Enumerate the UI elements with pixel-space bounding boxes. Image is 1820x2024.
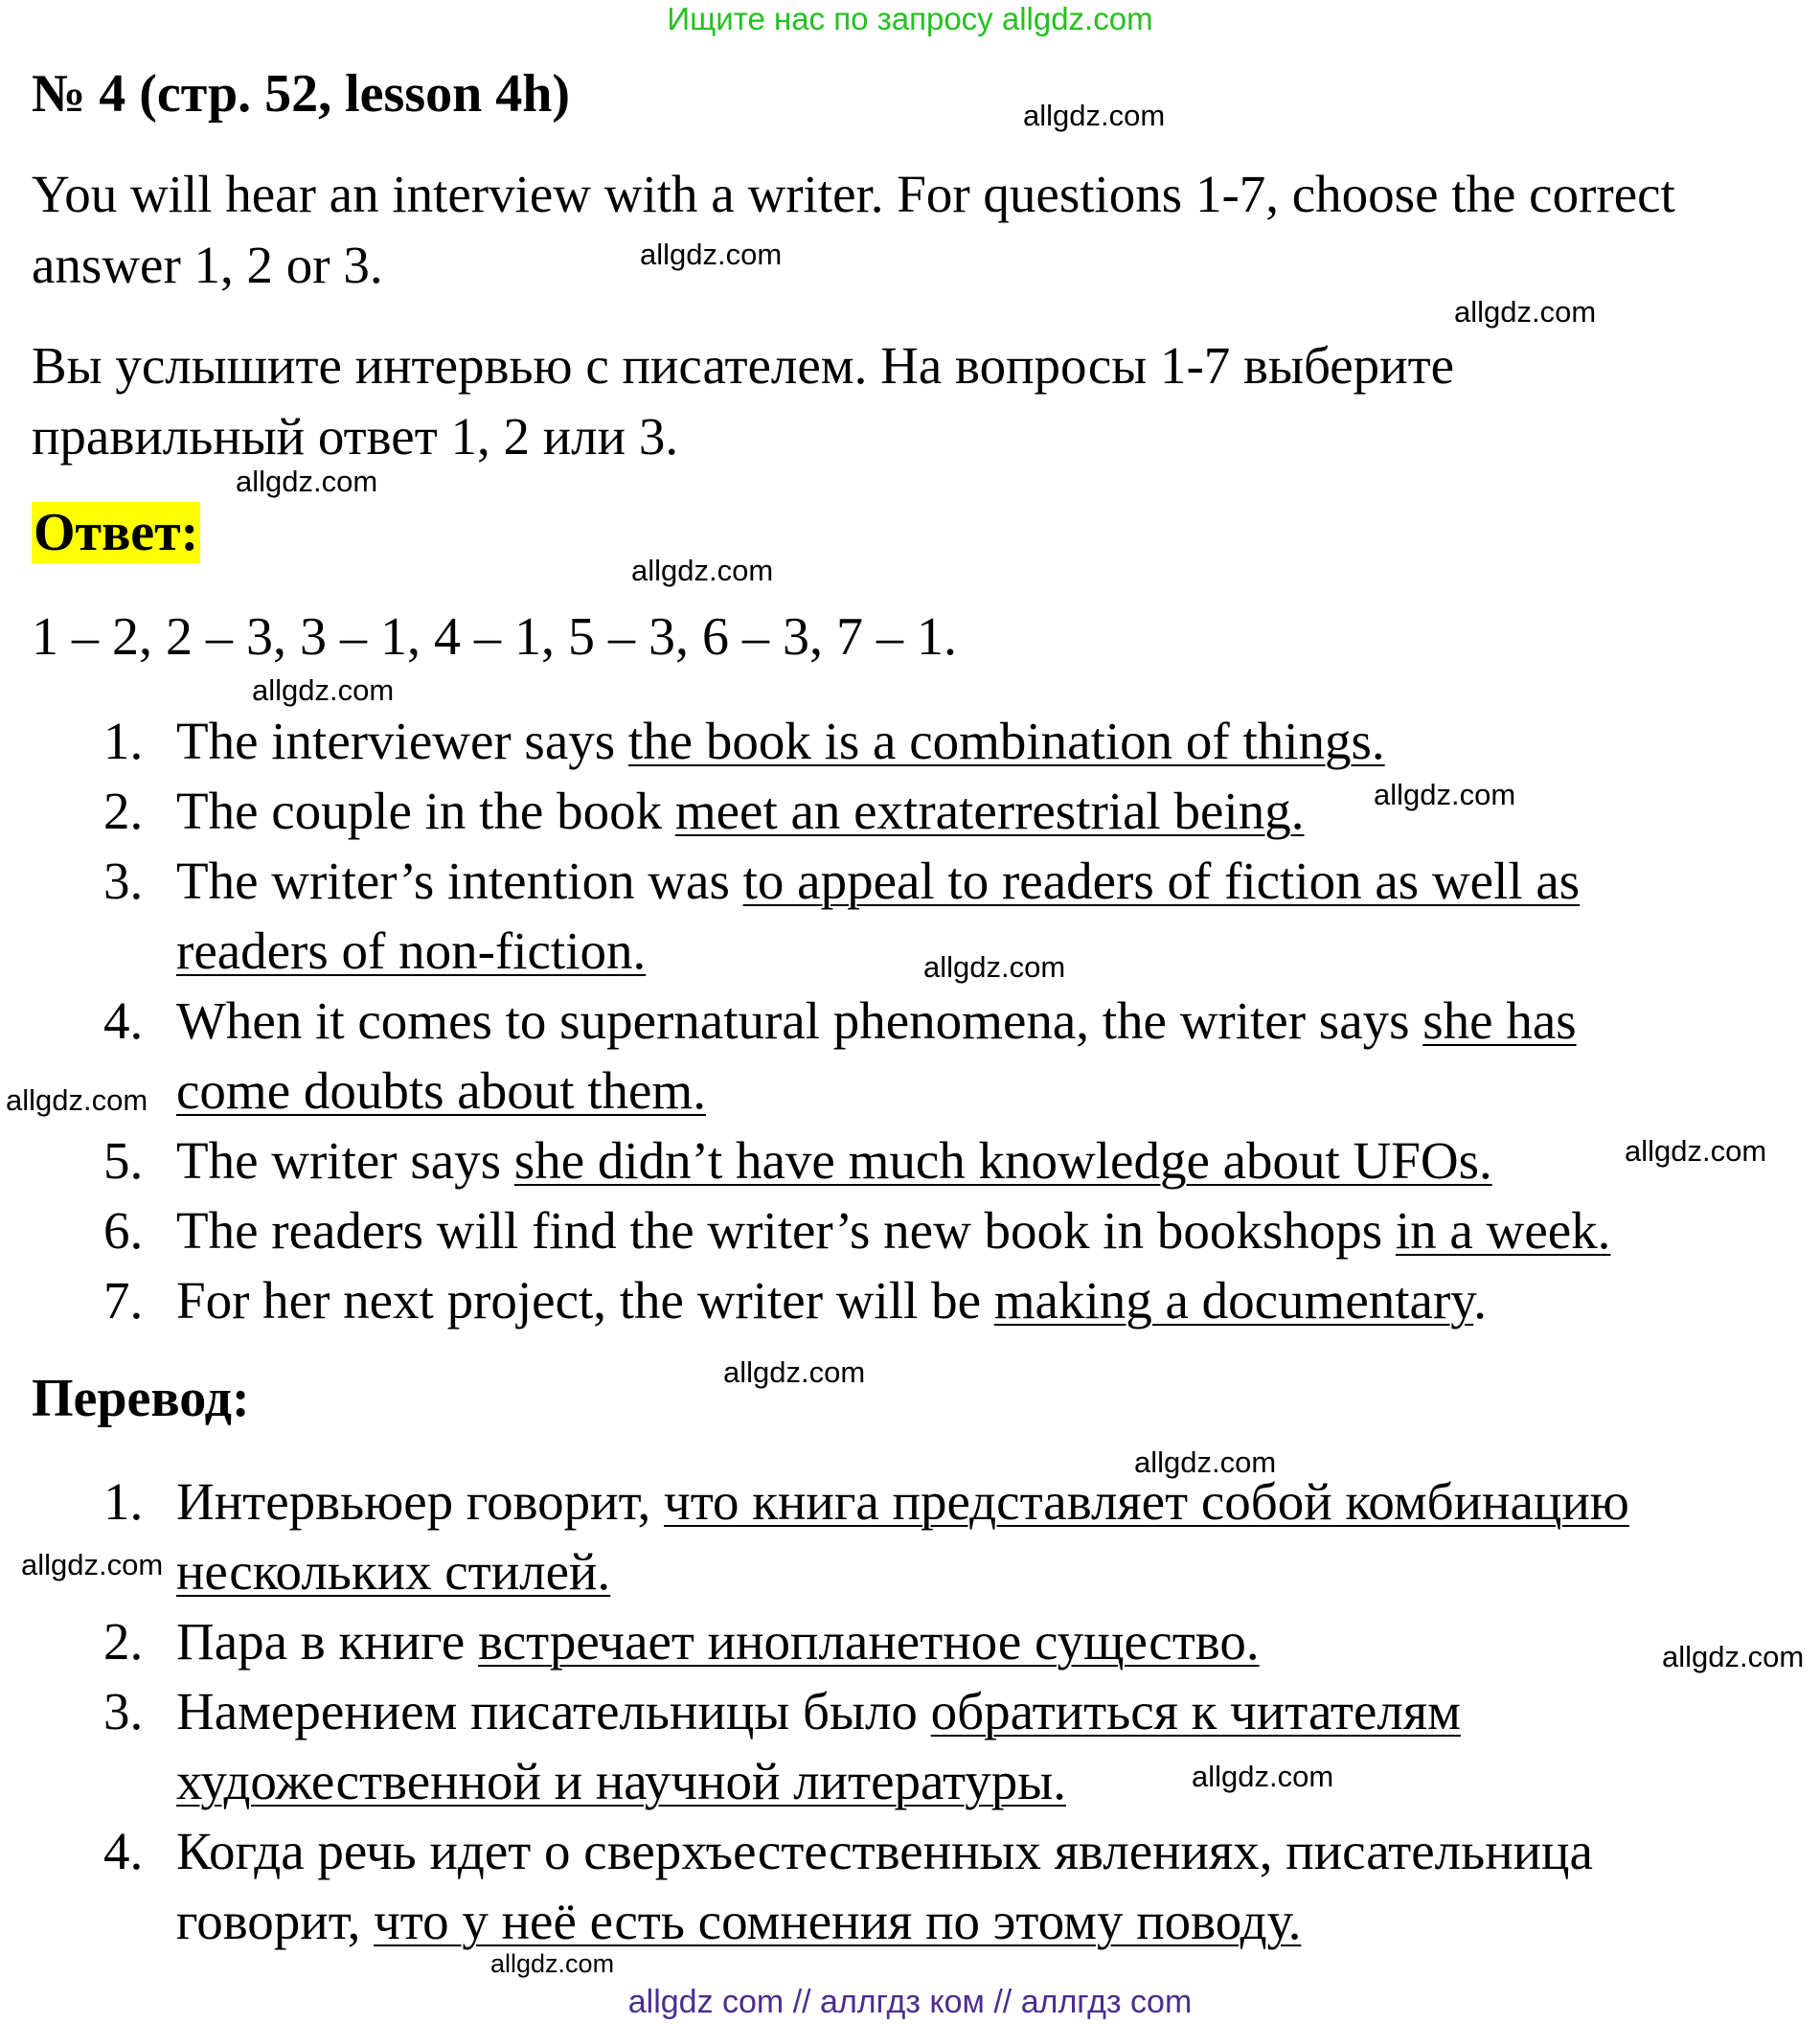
watermark: allgdz.com	[1192, 1760, 1334, 1793]
translation-item-text: Интервьюер говорит,	[176, 1472, 665, 1531]
answer-item-underlined: the book is a combination of things.	[627, 712, 1385, 770]
watermark: allgdz.com	[1662, 1640, 1805, 1673]
translation-title: Перевод:	[32, 1369, 250, 1428]
translation-item-underlined: обратиться к читателям художественной и научной литературы.	[176, 1682, 1461, 1810]
instruction-russian: Вы услышите интервью с писателем. На вопросы 1-7 выберите правильный ответ 1, 2 или 3.	[32, 336, 1455, 466]
answer-item-underlined: in a week.	[1395, 1201, 1611, 1260]
answer-item-number: 5.	[103, 1131, 144, 1190]
answer-item-number: 6.	[103, 1201, 144, 1260]
answer-item-underlined: making a documentary	[993, 1271, 1474, 1330]
translation-item-underlined: встречает инопланетное существо.	[478, 1612, 1260, 1671]
watermark: allgdz.com	[236, 465, 378, 498]
answer-item-text: When it comes to supernatural phenomena, the writer says	[176, 991, 1423, 1050]
answer-item-number: 2.	[103, 782, 144, 840]
answer-item-underlined: to appeal to readers of fiction as well as readers of non-fiction.	[176, 852, 1581, 980]
translation-item-number: 2.	[103, 1612, 144, 1671]
translation-item-underlined: что у неё есть сомнения по этому поводу.	[374, 1892, 1302, 1950]
answer-item-text: The couple in the book	[176, 782, 675, 840]
watermark: allgdz.com	[1023, 99, 1166, 132]
translation-item-number: 3.	[103, 1682, 144, 1740]
answer-key: 1 – 2, 2 – 3, 3 – 1, 4 – 1, 5 – 3, 6 – 3, 7 – 1.	[32, 607, 957, 667]
watermark: allgdz.com	[6, 1083, 148, 1117]
watermark: allgdz.com	[640, 238, 783, 271]
answer-item-tail: .	[1473, 1271, 1487, 1330]
answer-item-number: 4.	[103, 991, 144, 1050]
watermark: allgdz.com	[21, 1548, 164, 1581]
translation-item-text: Намерением писательницы было	[176, 1682, 931, 1740]
translation-item-number: 1.	[103, 1472, 144, 1531]
watermark: allgdz.com	[923, 950, 1066, 984]
translation-item-text: Когда речь идет о сверхъестественных явлениях, писательница говорит,	[176, 1822, 1593, 1950]
answer-item-text: The writer’s intention was	[176, 852, 743, 910]
watermark: allgdz.com	[631, 554, 774, 587]
watermark: allgdz.com	[723, 1355, 866, 1389]
exercise-heading: № 4 (стр. 52, lesson 4h)	[32, 64, 571, 124]
watermark: allgdz.com	[1454, 295, 1597, 329]
answer-item-underlined: she didn’t have much knowledge about UFOs.	[513, 1131, 1492, 1190]
answer-item-text: The readers will find the writer’s new book in bookshops	[176, 1201, 1396, 1260]
watermark: allgdz.com	[252, 673, 395, 707]
answer-item-text: The interviewer says	[176, 712, 628, 770]
answer-item-underlined: she has come doubts about them.	[176, 991, 1577, 1120]
watermark: allgdz.com	[1374, 778, 1516, 811]
answer-item-text: The writer says	[176, 1131, 514, 1190]
translation-item-number: 4.	[103, 1822, 144, 1880]
answer-item-underlined: meet an extraterrestrial being.	[674, 782, 1305, 840]
instruction-english: You will hear an interview with a writer. For questions 1-7, choose the correct answer 1, 2 or 3.	[32, 165, 1675, 294]
translation-item-text: Пара в книге	[176, 1612, 479, 1671]
watermark: allgdz.com	[1625, 1134, 1767, 1168]
answer-item-number: 1.	[103, 712, 144, 770]
answer-item-number: 3.	[103, 852, 144, 910]
answer-item-number: 7.	[103, 1271, 144, 1330]
translation-item-underlined: что книга представляет собой комбинацию нескольких стилей.	[176, 1472, 1629, 1601]
answer-item-text: For her next project, the writer will be	[176, 1271, 994, 1330]
footer-links: allgdz com // аллгдз ком // аллгдз com	[627, 1984, 1193, 2020]
top-banner: Ищите нас по запросу allgdz.com	[667, 1, 1153, 36]
watermark: allgdz.com	[1134, 1445, 1277, 1479]
answer-label: Ответ:	[34, 503, 199, 562]
watermark: allgdz.com	[490, 1949, 615, 1978]
